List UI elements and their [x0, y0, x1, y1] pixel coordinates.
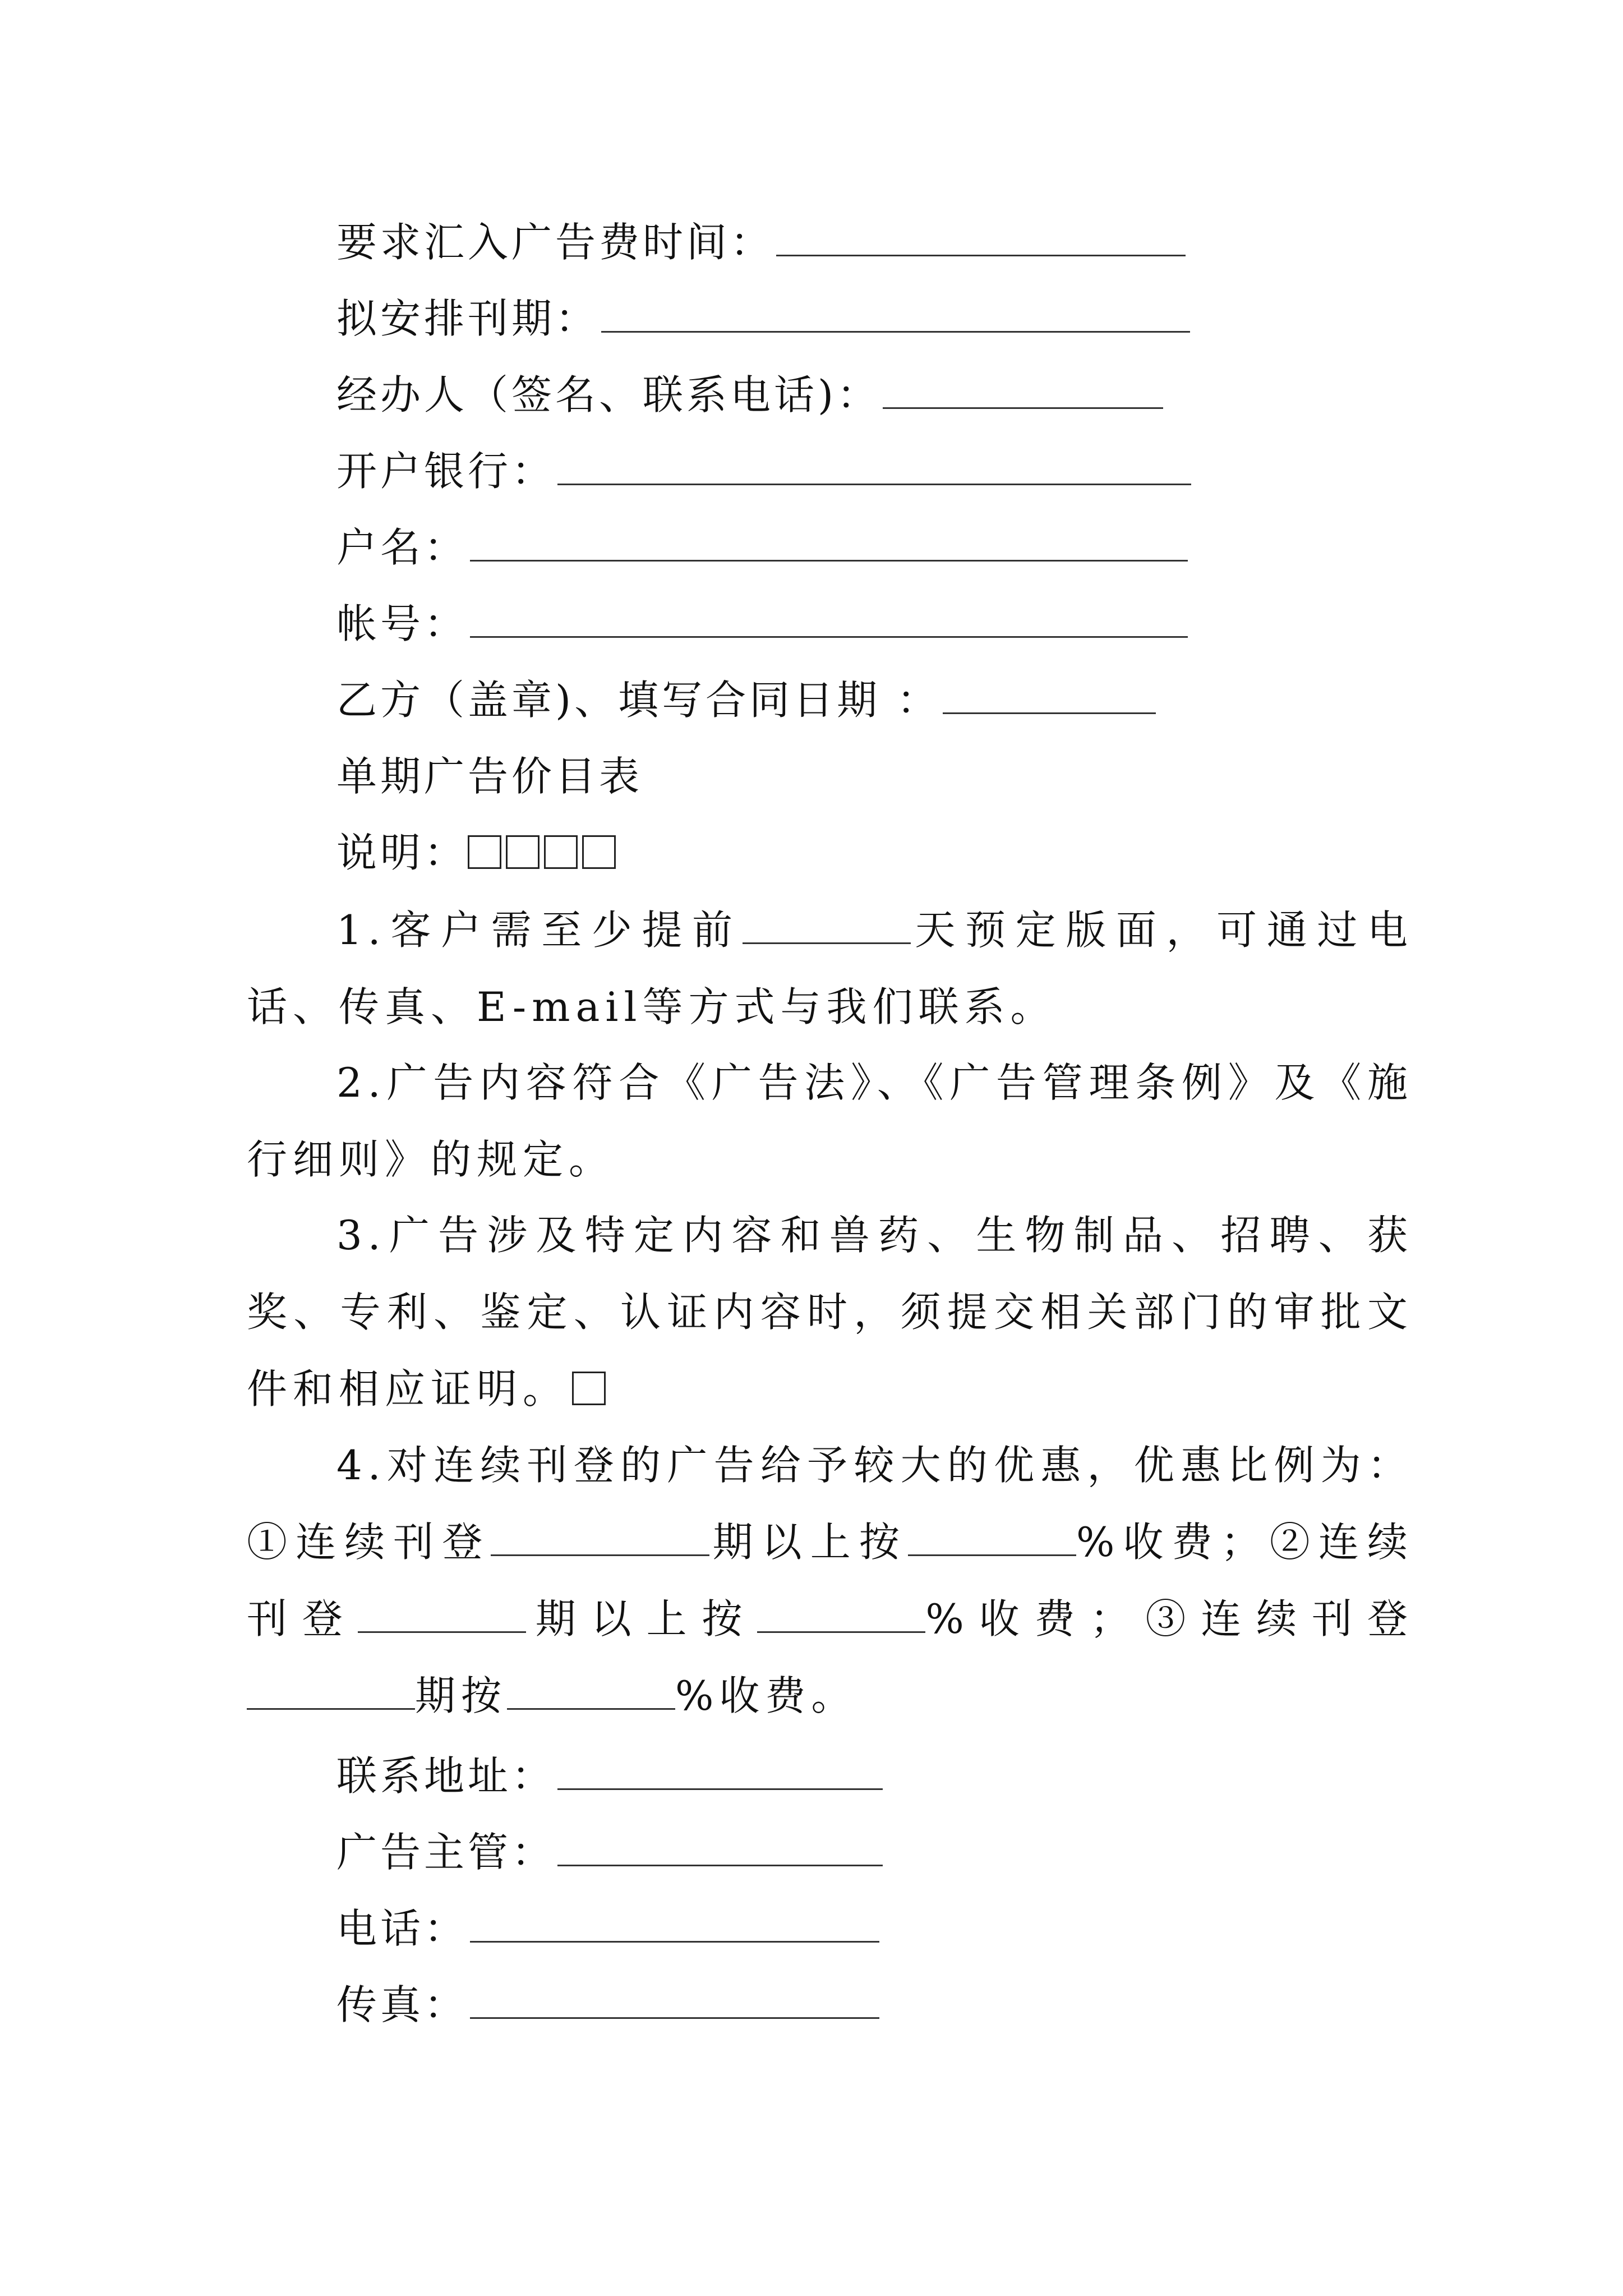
fill-blank[interactable] — [601, 291, 1190, 333]
field-account-name — [336, 514, 1188, 581]
fill-blank[interactable] — [491, 1515, 709, 1556]
field-label: 开户银行： — [336, 448, 556, 495]
field-handler — [336, 361, 1163, 429]
item-1-text-b: 天预定版面，可通过电话、传真、E-mail等方式与我们联系。 — [247, 907, 1413, 1030]
fill-blank[interactable] — [557, 443, 1191, 485]
field-label: 拟安排刊期： — [336, 295, 600, 342]
field-fax — [336, 1971, 879, 2039]
field-label: 要求汇入广告费时间： — [336, 219, 774, 266]
item-4-text-d: 期以上按 — [525, 1595, 758, 1642]
field-label: 乙方（盖章)、填写合同日期 ： — [336, 677, 940, 724]
field-label: 传真： — [336, 1981, 468, 2028]
item-2: 2.广告内容符合《广告法》、《广告管理条例》及《施行细则》的规定。 — [247, 1059, 1413, 1183]
fill-blank[interactable] — [247, 1669, 415, 1710]
missing-glyph-boxes — [468, 819, 620, 886]
field-label: 电话： — [336, 1905, 468, 1952]
price-table-title: 单期广告价目表 — [336, 753, 643, 800]
missing-glyph-box — [572, 1372, 606, 1405]
fill-blank[interactable] — [776, 214, 1186, 256]
item-4 — [247, 1427, 1413, 1734]
field-planned-issue — [336, 285, 1190, 352]
field-bank — [336, 438, 1191, 505]
fill-blank[interactable] — [470, 1977, 879, 2019]
item-4-text-c: %收费；②连续刊登 — [247, 1519, 1413, 1642]
item-3-text: 3.广告涉及特定内容和兽药、生物制品、招聘、获奖、专利、鉴定、认证内容时，须提交相关部门的审批文件和相应证明。 — [247, 1212, 1413, 1412]
field-party-b-date — [336, 666, 1156, 734]
fill-blank[interactable] — [470, 1901, 879, 1943]
field-label: 广告主管： — [336, 1829, 556, 1876]
field-label: 帐号： — [336, 600, 468, 647]
fill-blank[interactable] — [507, 1669, 675, 1710]
fill-blank[interactable] — [470, 596, 1188, 638]
fill-blank[interactable] — [757, 1592, 925, 1633]
fill-blank[interactable] — [943, 672, 1156, 714]
item-4-text-b: 期以上按 — [709, 1519, 908, 1566]
fill-blank[interactable] — [883, 367, 1163, 409]
fill-blank[interactable] — [743, 903, 911, 944]
item-4-text-g: %收费。 — [675, 1672, 857, 1719]
item-4-text-e: %收费；③连续刊登 — [925, 1595, 1413, 1642]
field-address — [336, 1742, 883, 1810]
fill-blank[interactable] — [557, 1748, 883, 1790]
fill-blank[interactable] — [358, 1592, 526, 1633]
field-account-number — [336, 590, 1188, 657]
field-payment-time — [336, 209, 1186, 276]
fill-blank[interactable] — [908, 1515, 1076, 1556]
field-label: 经办人（签名、联系电话)： — [336, 371, 881, 418]
item-3 — [247, 1197, 1413, 1428]
item-4-text-a: 4.对连续刊登的广告给予较大的优惠，优惠比例为：①连续刊登 — [247, 1442, 1413, 1566]
note-label: 说明： — [336, 829, 468, 876]
item-4-text-f: 期按 — [415, 1672, 508, 1719]
field-label: 联系地址： — [336, 1752, 556, 1800]
fill-blank[interactable] — [557, 1824, 883, 1866]
field-label: 户名： — [336, 524, 468, 571]
field-phone — [336, 1895, 879, 1962]
note-line — [336, 819, 620, 886]
item-1 — [247, 892, 1413, 1046]
fill-blank[interactable] — [470, 519, 1188, 562]
field-ad-manager — [336, 1819, 883, 1886]
item-1-text-a: 1.客户需至少提前 — [336, 907, 743, 954]
